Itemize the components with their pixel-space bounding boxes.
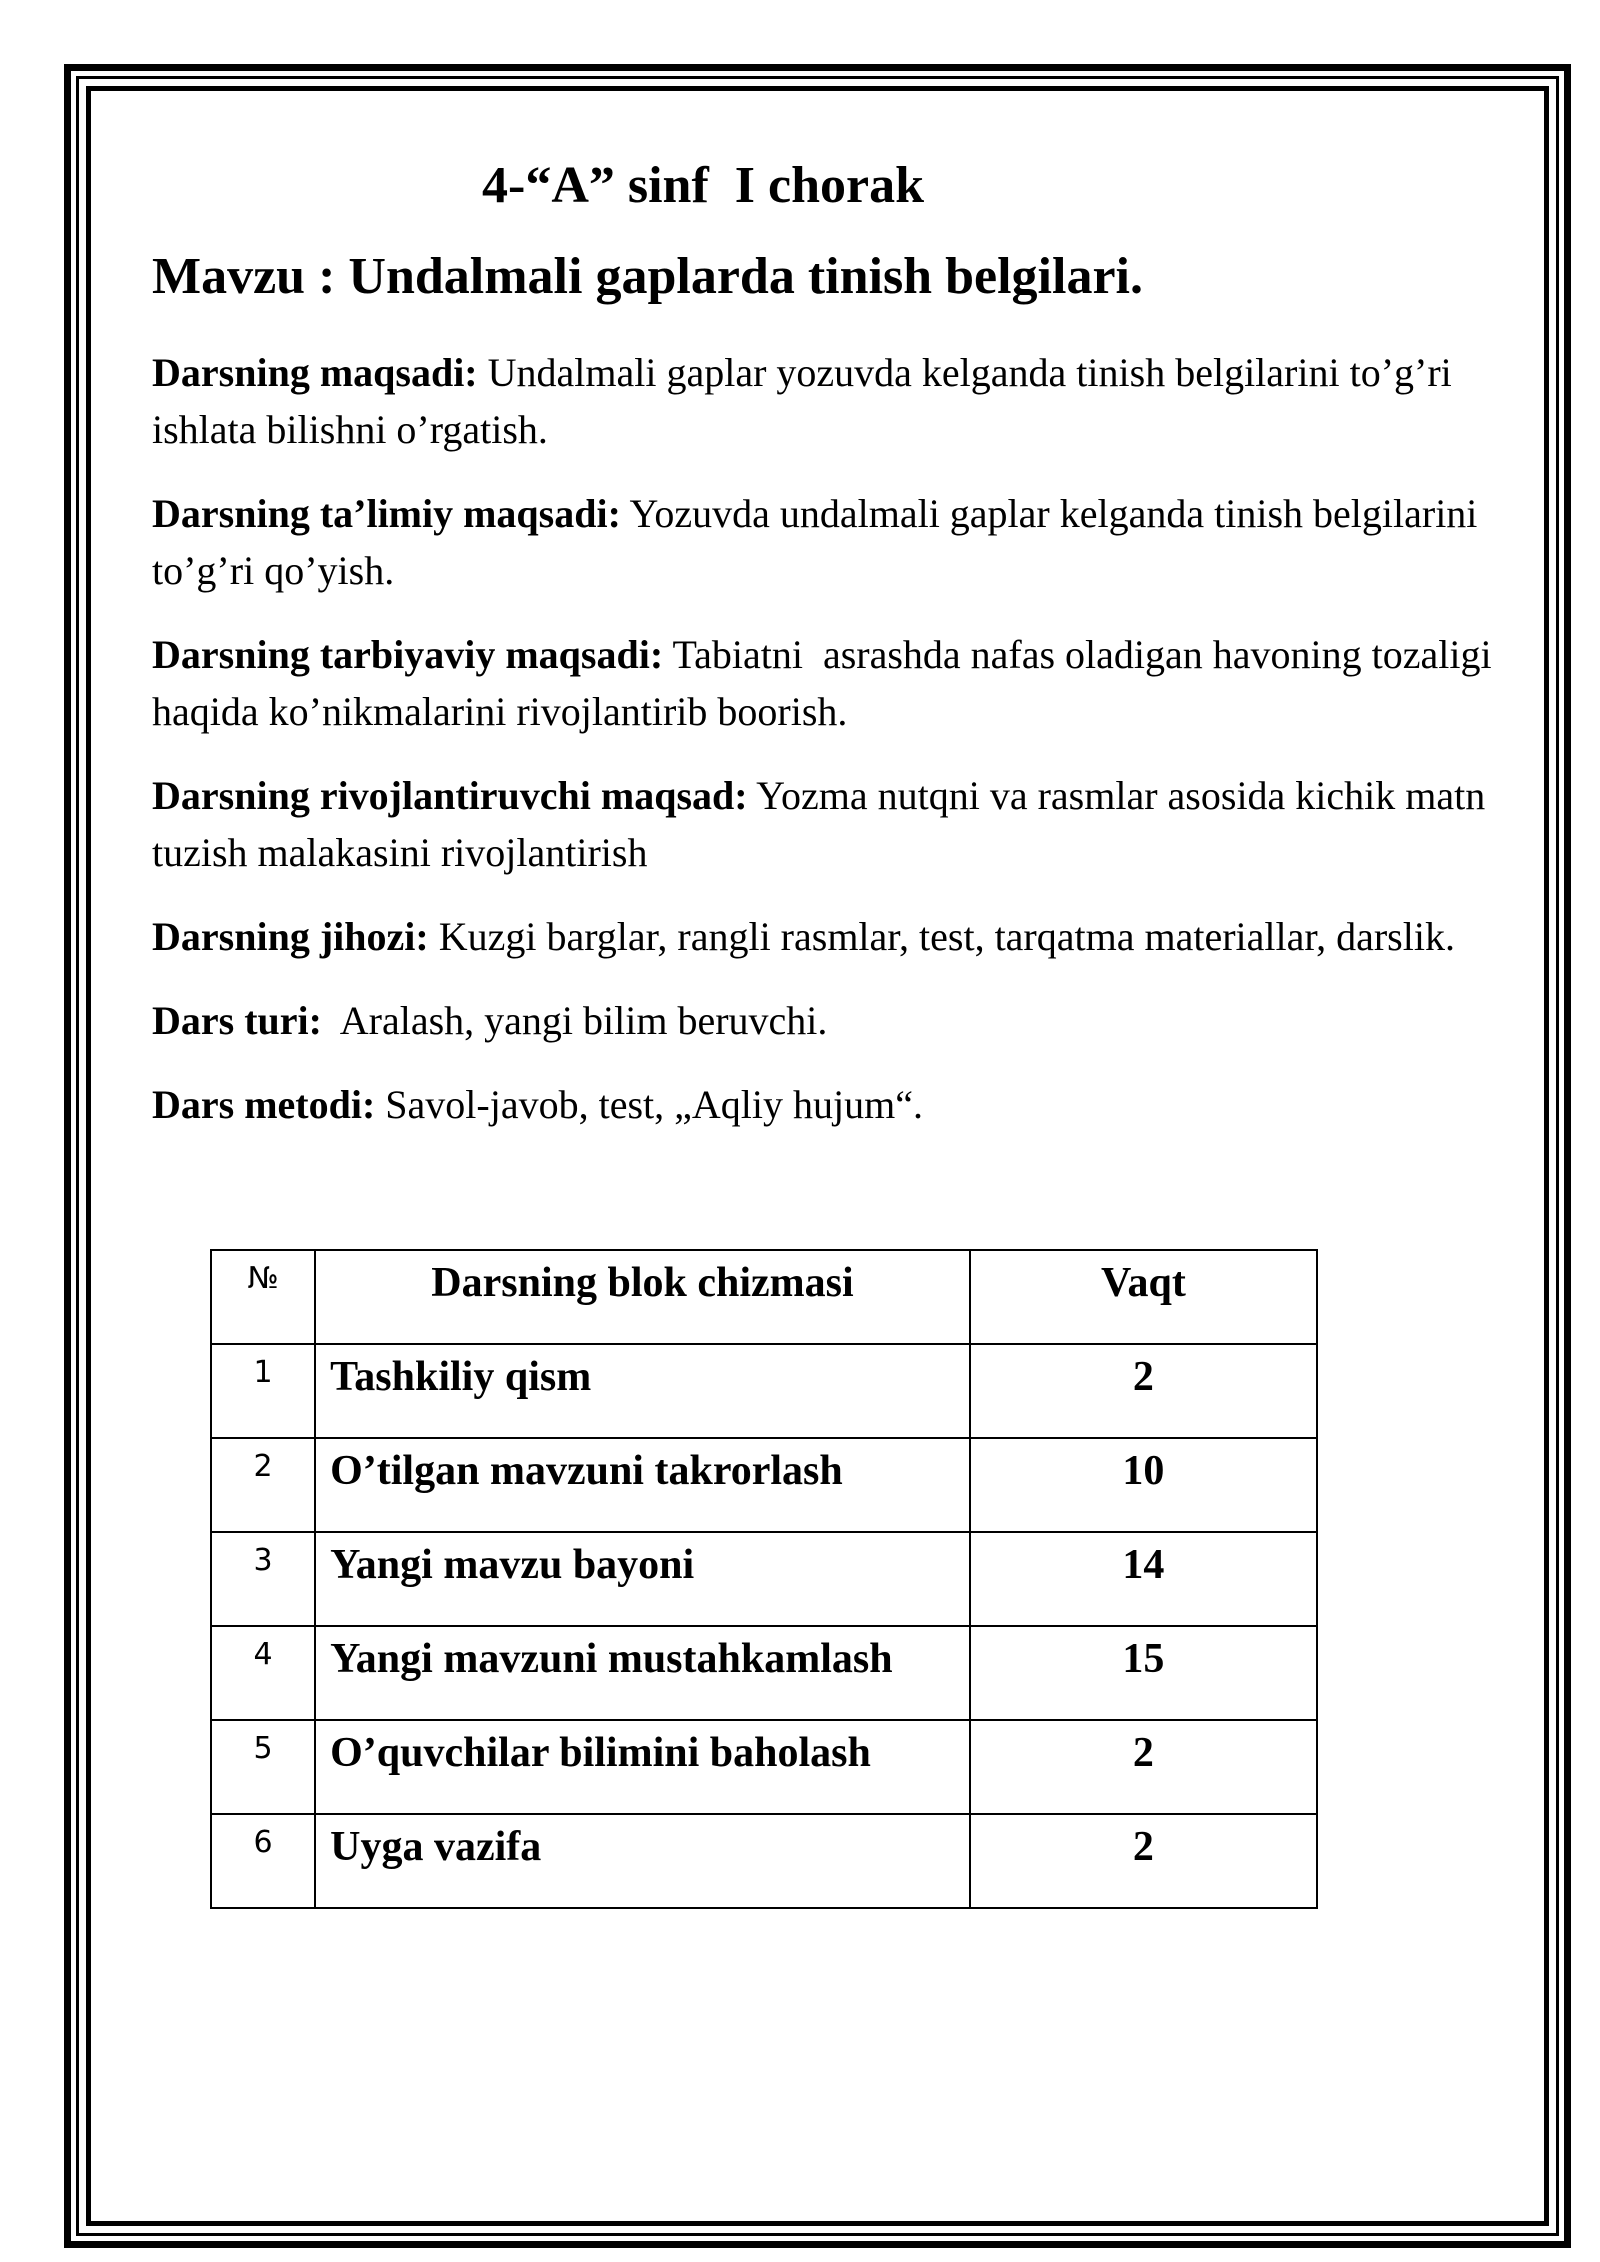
row-stage: O’quvchilar bilimini baholash <box>315 1720 970 1814</box>
table-row <box>211 1626 1317 1720</box>
row-stage: Yangi mavzu bayoni <box>315 1532 970 1626</box>
lesson-plan-content <box>152 150 1552 1160</box>
row-number: 1 <box>211 1344 315 1438</box>
row-stage: Yangi mavzuni mustahkamlash <box>315 1626 970 1720</box>
table-row <box>211 1532 1317 1626</box>
section-label: Dars metodi: <box>152 1082 376 1127</box>
row-number: 3 <box>211 1532 315 1626</box>
row-number: 5 <box>211 1720 315 1814</box>
table-header-row <box>211 1250 1317 1344</box>
section-educational-goal <box>152 485 1552 599</box>
row-stage: Tashkiliy qism <box>315 1344 970 1438</box>
section-text: Kuzgi barglar, rangli rasmlar, test, tarqatma materiallar, darslik. <box>428 914 1455 959</box>
class-title: 4-“A” sinf I chorak <box>482 157 925 214</box>
row-number: 2 <box>211 1438 315 1532</box>
section-equipment <box>152 908 1552 965</box>
section-label: Darsning maqsadi: <box>152 350 478 395</box>
section-label: Darsning jihozi: <box>152 914 429 959</box>
row-time: 2 <box>970 1814 1317 1908</box>
row-time: 10 <box>970 1438 1317 1532</box>
lesson-block-table <box>210 1249 1318 1909</box>
row-number: 4 <box>211 1626 315 1720</box>
row-number: 6 <box>211 1814 315 1908</box>
section-developmental-goal <box>152 767 1552 881</box>
section-lesson-type <box>152 992 1552 1049</box>
section-label: Darsning ta’limiy maqsadi: <box>152 491 621 536</box>
header-time: Vaqt <box>970 1250 1317 1344</box>
table-row <box>211 1814 1317 1908</box>
table-row <box>211 1344 1317 1438</box>
row-time: 14 <box>970 1532 1317 1626</box>
table-row <box>211 1720 1317 1814</box>
section-goal <box>152 344 1552 458</box>
table-row <box>211 1438 1317 1532</box>
row-time: 2 <box>970 1720 1317 1814</box>
row-stage: O’tilgan mavzuni takrorlash <box>315 1438 970 1532</box>
section-text: Yozuvda undalmali gaplar kelganda tinish belgilarini to’g’ri qo’yish. <box>152 491 1488 593</box>
section-text: Tabiatni asrashda nafas oladigan havoning tozaligi haqida ko’nikmalarini rivojlantirib boorish. <box>152 632 1502 734</box>
section-text: Aralash, yangi bilim beruvchi. <box>321 998 828 1043</box>
section-label: Darsning tarbiyaviy maqsadi: <box>152 632 664 677</box>
row-time: 2 <box>970 1344 1317 1438</box>
lesson-topic: Mavzu : Undalmali gaplarda tinish belgilari. <box>152 248 1143 305</box>
section-upbringing-goal <box>152 626 1552 740</box>
row-stage: Uyga vazifa <box>315 1814 970 1908</box>
section-lesson-method <box>152 1076 1552 1133</box>
header-stage: Darsning blok chizmasi <box>315 1250 970 1344</box>
row-time: 15 <box>970 1626 1317 1720</box>
section-label: Dars turi: <box>152 998 322 1043</box>
header-number: № <box>211 1250 315 1344</box>
section-label: Darsning rivojlantiruvchi maqsad: <box>152 773 748 818</box>
section-text: Undalmali gaplar yozuvda kelganda tinish belgilarini to’g’ri ishlata bilishni o’rgatish. <box>152 350 1462 452</box>
section-text: Savol-javob, test, „Aqliy hujum“. <box>375 1082 923 1127</box>
section-text: Yozma nutqni va rasmlar asosida kichik matn tuzish malakasini rivojlantirish <box>152 773 1496 875</box>
